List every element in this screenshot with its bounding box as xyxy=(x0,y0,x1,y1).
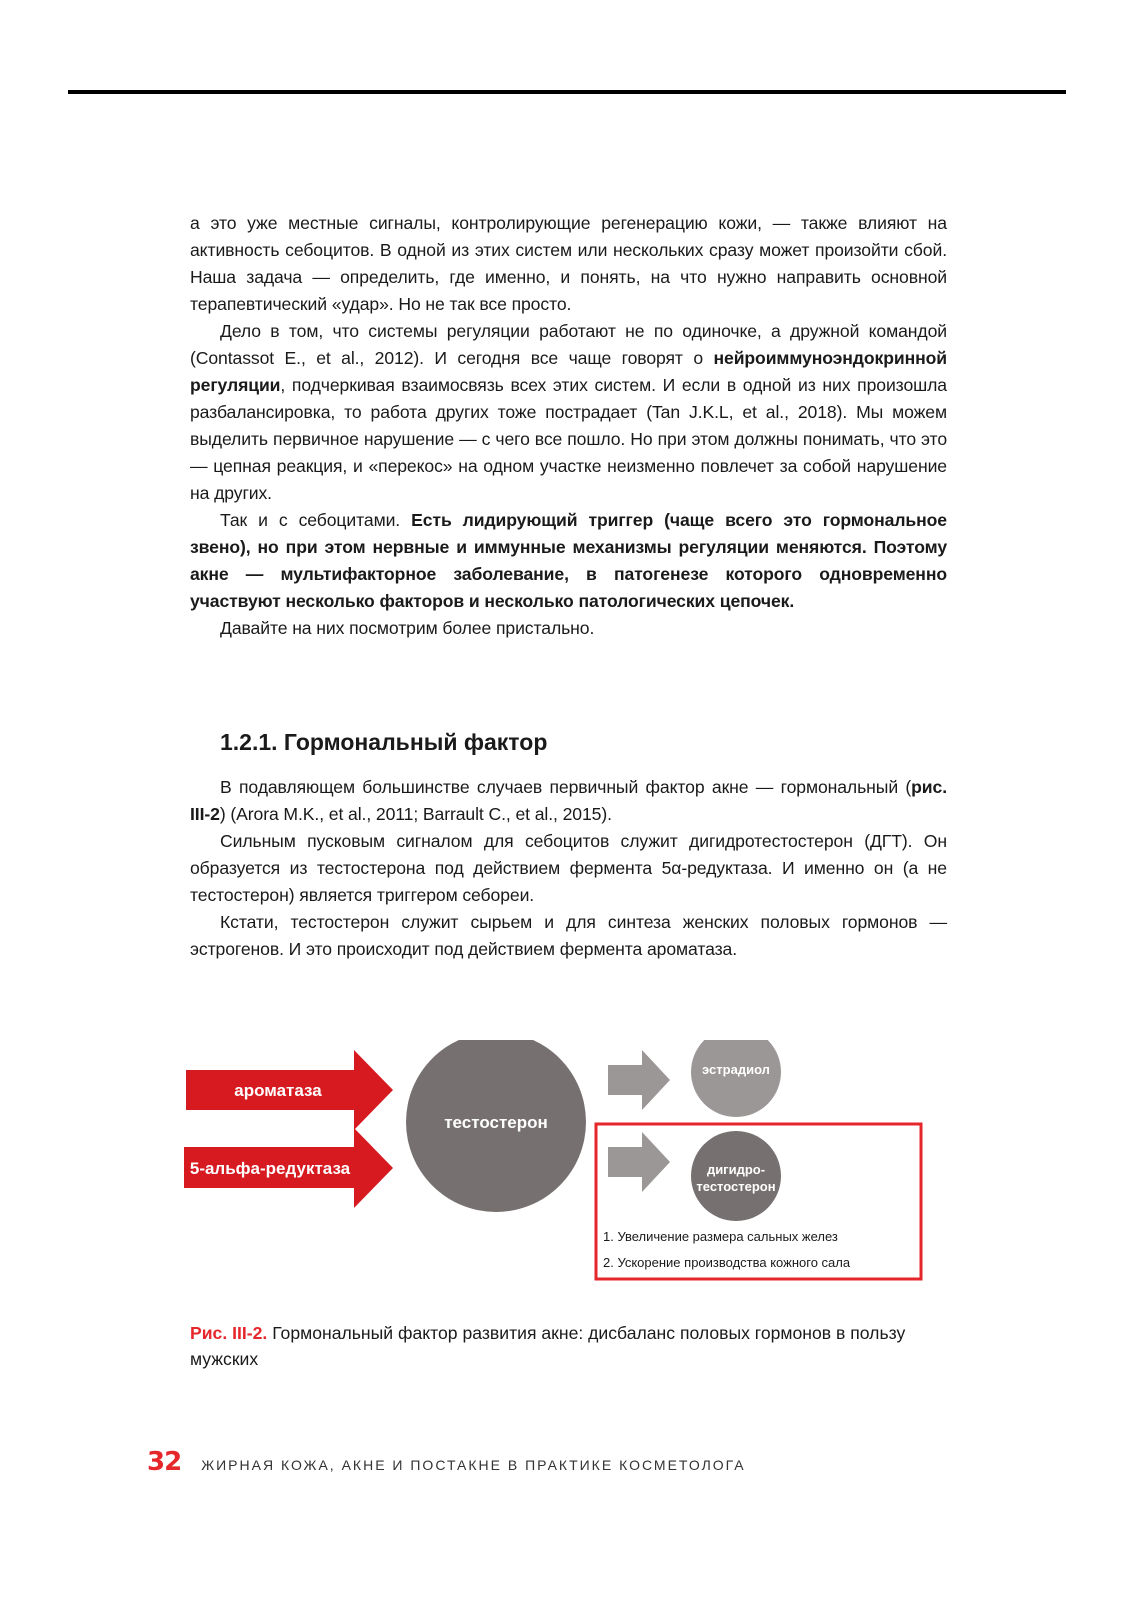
reductase-label: 5-альфа-редуктаза xyxy=(189,1159,351,1178)
text-run: , подчеркивая взаимосвязь всех этих систем. И если в одной из них произошла разбалансировка, то работа других тоже пострадает (Tan J.K.L, et al., 2018). Мы можем выделить первичное нарушение — с чего все пошло. Но при этом должны понимать, что это — цепная реакция, и «перекос» на одном участке неизменно повлечет за собой нарушение на других. xyxy=(190,375,947,503)
text-run: а это уже местные сигналы, контролирующие регенерацию кожи, — также влияют на активность себоцитов. В одной из этих систем или нескольких сразу может произойти сбой. Наша задача — определить, где именно, и понять, на что нужно направить основной терапевтический «удар». Но не так все просто. xyxy=(190,213,947,314)
text-run: В подавляющем большинстве случаев первичный фактор акне — гормональный ( xyxy=(220,777,912,797)
running-title: ЖИРНАЯ КОЖА, АКНЕ И ПОСТАКНЕ В ПРАКТИКЕ КОСМЕТОЛОГА xyxy=(201,1457,746,1473)
figure-caption xyxy=(190,1320,947,1372)
figure-caption-text: Гормональный фактор развития акне: дисбаланс половых гормонов в пользу мужских xyxy=(190,1323,906,1369)
section-heading: 1.2.1. Гормональный фактор xyxy=(220,729,548,755)
dht-label-line1: дигидро- xyxy=(706,1162,766,1177)
paragraph xyxy=(190,210,947,318)
aromatase-label: ароматаза xyxy=(234,1081,322,1100)
arrow-to-dht xyxy=(608,1132,670,1192)
dht-effect-1: 1. Увеличение размера сальных желез xyxy=(603,1229,838,1244)
text-run: Так и с себоцитами. xyxy=(220,510,412,530)
text-run: Давайте на них посмотрим более пристально. xyxy=(220,618,595,638)
hormonal-factor-diagram xyxy=(180,1040,960,1310)
arrow-to-estradiol xyxy=(608,1050,670,1110)
page-footer xyxy=(147,1447,746,1477)
body-text-section xyxy=(190,774,947,963)
paragraph xyxy=(190,615,947,642)
bold-text: нейроиммуноэндокринной регуляции xyxy=(190,348,947,395)
paragraph xyxy=(190,507,947,615)
top-rule xyxy=(68,90,1066,94)
testosterone-label: тестостерон xyxy=(444,1113,548,1132)
paragraph xyxy=(190,828,947,909)
bold-text: Есть лидирующий триггер (чаще всего это гормональное звено), но при этом нервные и иммунные механизмы регуляции меняются. Поэтому акне — мультифакторное заболевание, в патогенезе которого одновременно участвуют несколько факторов и несколько патологических цепочек. xyxy=(190,510,947,611)
paragraph xyxy=(190,318,947,507)
body-text-top xyxy=(190,210,947,642)
text-run: Сильным пусковым сигналом для себоцитов служит дигидротестостерон (ДГТ). Он образуется из тестостерона под действием фермента 5α-редуктаза. И именно он (а не тестостерон) является триггером себореи. xyxy=(190,831,947,905)
estradiol-label: эстрадиол xyxy=(702,1062,770,1077)
bold-text: рис. III-2 xyxy=(190,777,947,824)
text-run: Кстати, тестостерон служит сырьем и для синтеза женских половых гормонов — эстрогенов. И это происходит под действием фермента ароматаза. xyxy=(190,912,947,959)
estradiol-circle xyxy=(691,1040,781,1117)
page-number: 32 xyxy=(147,1447,182,1477)
text-run: Дело в том, что системы регуляции работают не по одиночке, а дружной командой (Contassot E., et al., 2012). И сегодня все чаще говорят о xyxy=(190,321,947,368)
dht-effect-2: 2. Ускорение производства кожного сала xyxy=(603,1255,851,1270)
text-run: ) (Arora M.K., et al., 2011; Barrault C., et al., 2015). xyxy=(219,804,612,824)
paragraph xyxy=(190,909,947,963)
figure-label: Рис. III-2. xyxy=(190,1323,268,1343)
dht-label-line2: тестостерон xyxy=(696,1179,776,1194)
paragraph xyxy=(190,774,947,828)
diagram-svg xyxy=(180,1040,960,1310)
